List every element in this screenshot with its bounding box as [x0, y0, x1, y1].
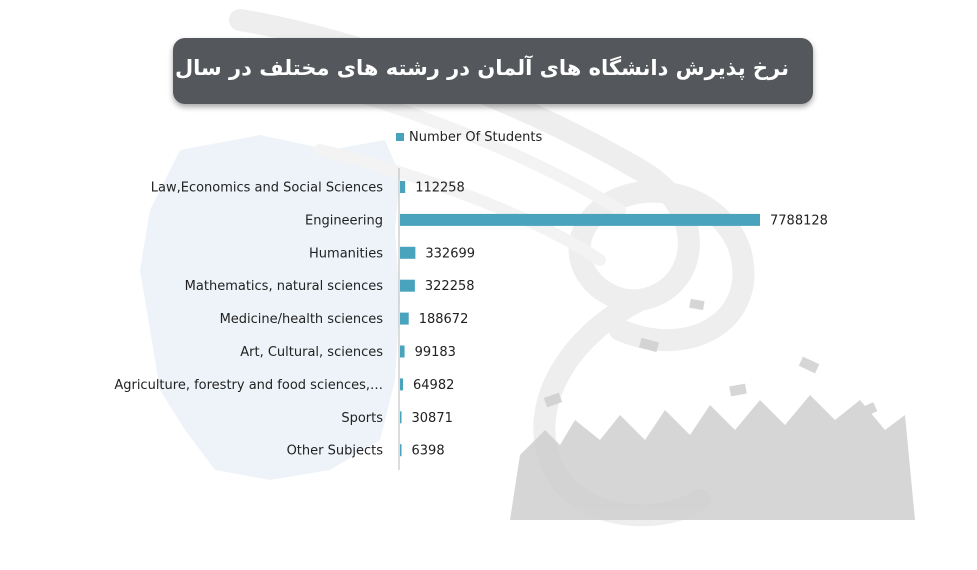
- data-label: 30871: [411, 410, 453, 426]
- data-label: 322258: [424, 279, 475, 295]
- data-label: 64982: [413, 377, 455, 393]
- data-label: 112258: [415, 180, 465, 196]
- data-label: 188672: [418, 312, 469, 328]
- category-label: Agriculture, forestry and food sciences,…: [114, 377, 383, 393]
- bar: [400, 181, 405, 193]
- bar: [400, 444, 402, 456]
- bar: [400, 346, 405, 358]
- category-label: Medicine/health sciences: [219, 312, 383, 328]
- category-label: Engineering: [305, 213, 383, 229]
- bar: [400, 247, 415, 259]
- bar: [400, 378, 403, 390]
- category-label: Law,Economics and Social Sciences: [150, 180, 383, 196]
- data-label: 99183: [414, 345, 456, 360]
- category-label: Humanities: [309, 246, 383, 262]
- data-label: 7788128: [770, 213, 828, 229]
- chart-title: نرخ پذیرش دانشگاه های آلمان در رشته های مختلف در سال های اخیر: [74, 56, 789, 80]
- bar: [400, 411, 402, 423]
- category-label: Sports: [341, 410, 383, 426]
- data-label: 6398: [411, 443, 445, 459]
- legend-label: Number Of Students: [409, 129, 543, 145]
- data-label: 332699: [425, 246, 476, 262]
- bar: [400, 280, 415, 292]
- category-label: Mathematics, natural sciences: [184, 279, 383, 295]
- category-label: Art, Cultural, sciences: [240, 345, 383, 360]
- bar: [400, 214, 760, 226]
- bar: [400, 313, 409, 325]
- category-label: Other Subjects: [286, 443, 383, 459]
